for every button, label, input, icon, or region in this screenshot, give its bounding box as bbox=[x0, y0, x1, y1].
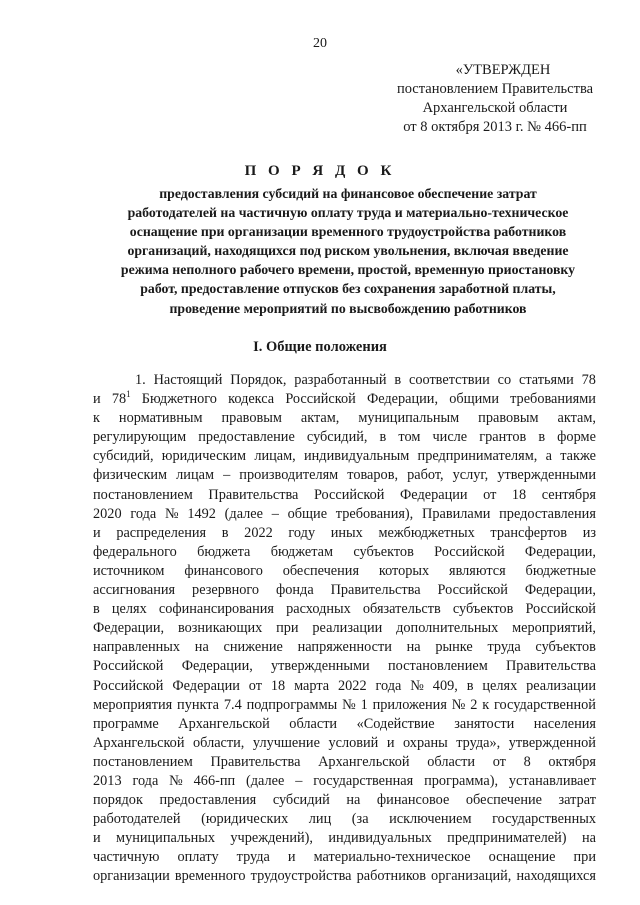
paragraph-line: и муниципальных учреждений), индивидуальных предпринимателей) на bbox=[93, 830, 596, 847]
paragraph-line: работодателей (юридических лиц (за исключением государственных bbox=[93, 811, 596, 828]
paragraph-line: организации временного трудоустройства работников организаций, находящихся bbox=[93, 868, 596, 885]
paragraph-line: федерального бюджета бюджетам субъектов Российской Федерации, bbox=[93, 543, 596, 560]
paragraph-line: мероприятия пункта 7.4 подпрограммы № 1 приложения № 2 к государственной bbox=[93, 696, 596, 713]
page-number: 20 bbox=[313, 36, 327, 51]
paragraph-line: 2013 года № 466-пп (далее – государственная программа), устанавливает bbox=[93, 772, 596, 789]
subtitle-line: работ, предоставление отпусков без сохранения заработной платы, bbox=[140, 281, 556, 297]
subtitle-line: работодателей на частичную оплату труда и материально-техническое bbox=[127, 205, 569, 221]
subtitle-line: проведение мероприятий по высвобождению работников bbox=[169, 300, 527, 316]
paragraph-line: Федерации, возникающих при реализации дополнительных мероприятий, bbox=[93, 620, 596, 637]
paragraph-line: 1. Настоящий Порядок, разработанный в соответствии со статьями 78 bbox=[135, 372, 596, 388]
approval-line: от 8 октября 2013 г. № 466-пп bbox=[403, 119, 587, 135]
approval-line: Архангельской области bbox=[422, 100, 568, 116]
paragraph-line: и $78^1$ Бюджетного кодекса Российской Федерации, общими требованиями bbox=[93, 389, 596, 408]
paragraph-line: Российской Федерации, утвержденными постановлением Правительства bbox=[93, 658, 596, 675]
subtitle-line: режима неполного рабочего времени, простой, временную приостановку bbox=[120, 262, 576, 278]
paragraph-line: физическим лицам – производителям товаров, работ, услуг, утвержденными bbox=[93, 467, 596, 484]
paragraph-line: постановлением Правительства Архангельской области от 8 октября bbox=[93, 753, 596, 770]
paragraph bbox=[93, 371, 596, 887]
approval-stamp bbox=[385, 61, 605, 137]
paragraph-line: регулирующим предоставление субсидий, в том числе грантов в форме bbox=[93, 429, 596, 446]
document-title: П О Р Я Д О К bbox=[244, 163, 396, 179]
paragraph-line: Российской Федерации от 18 марта 2022 года № 409, в целях реализации bbox=[93, 677, 596, 694]
paragraph-line: Архангельской области, улучшение условий и охраны труда», утвержденной bbox=[93, 734, 596, 751]
paragraph-line: программе Архангельской области «Содействие занятости населения bbox=[93, 715, 596, 732]
paragraph-line: в целях софинансирования расходных обязательств субъектов Российской bbox=[93, 601, 596, 618]
paragraph-line: 2020 года № 1492 (далее – общие требования), Правилами предоставления bbox=[93, 505, 596, 522]
subtitle-line: предоставления субсидий на финансовое обеспечение затрат bbox=[159, 186, 537, 201]
section-heading: I. Общие положения bbox=[253, 339, 387, 355]
paragraph-line: постановлением Правительства Российской Федерации от 18 сентября bbox=[93, 486, 596, 503]
paragraph-line: частичную оплату труда и материально-техническое оснащение при bbox=[93, 849, 596, 866]
subtitle-line: организаций, находящихся под риском увольнения, включая введение bbox=[127, 243, 569, 259]
approval-line: постановлением Правительства bbox=[396, 81, 594, 97]
paragraph-line: к нормативным правовым актам, муниципальным правовым актам, bbox=[93, 410, 596, 427]
paragraph-line: направленных на снижение напряженности на рынке труда субъектов bbox=[93, 639, 596, 656]
paragraph-line: и распределения в 2022 году иных межбюджетных трансфертов из bbox=[93, 524, 596, 541]
paragraph-line: порядок предоставления субсидий на финансовое обеспечение затрат bbox=[93, 792, 596, 809]
paragraph-line: источником финансового обеспечения которых являются бюджетные bbox=[93, 562, 596, 579]
paragraph-line: субсидий, юридическим лицам, индивидуальным предпринимателям, а также bbox=[93, 448, 596, 465]
subtitle-line: оснащение при организации временного трудоустройства работников bbox=[129, 224, 567, 240]
document-subtitle bbox=[108, 184, 588, 318]
footnote-superscript: 1 bbox=[126, 389, 131, 400]
paragraph-line: ассигнования резервного фонда Правительства Российской Федерации, bbox=[93, 582, 596, 599]
approval-line: «УТВЕРЖДЕН bbox=[455, 62, 551, 78]
